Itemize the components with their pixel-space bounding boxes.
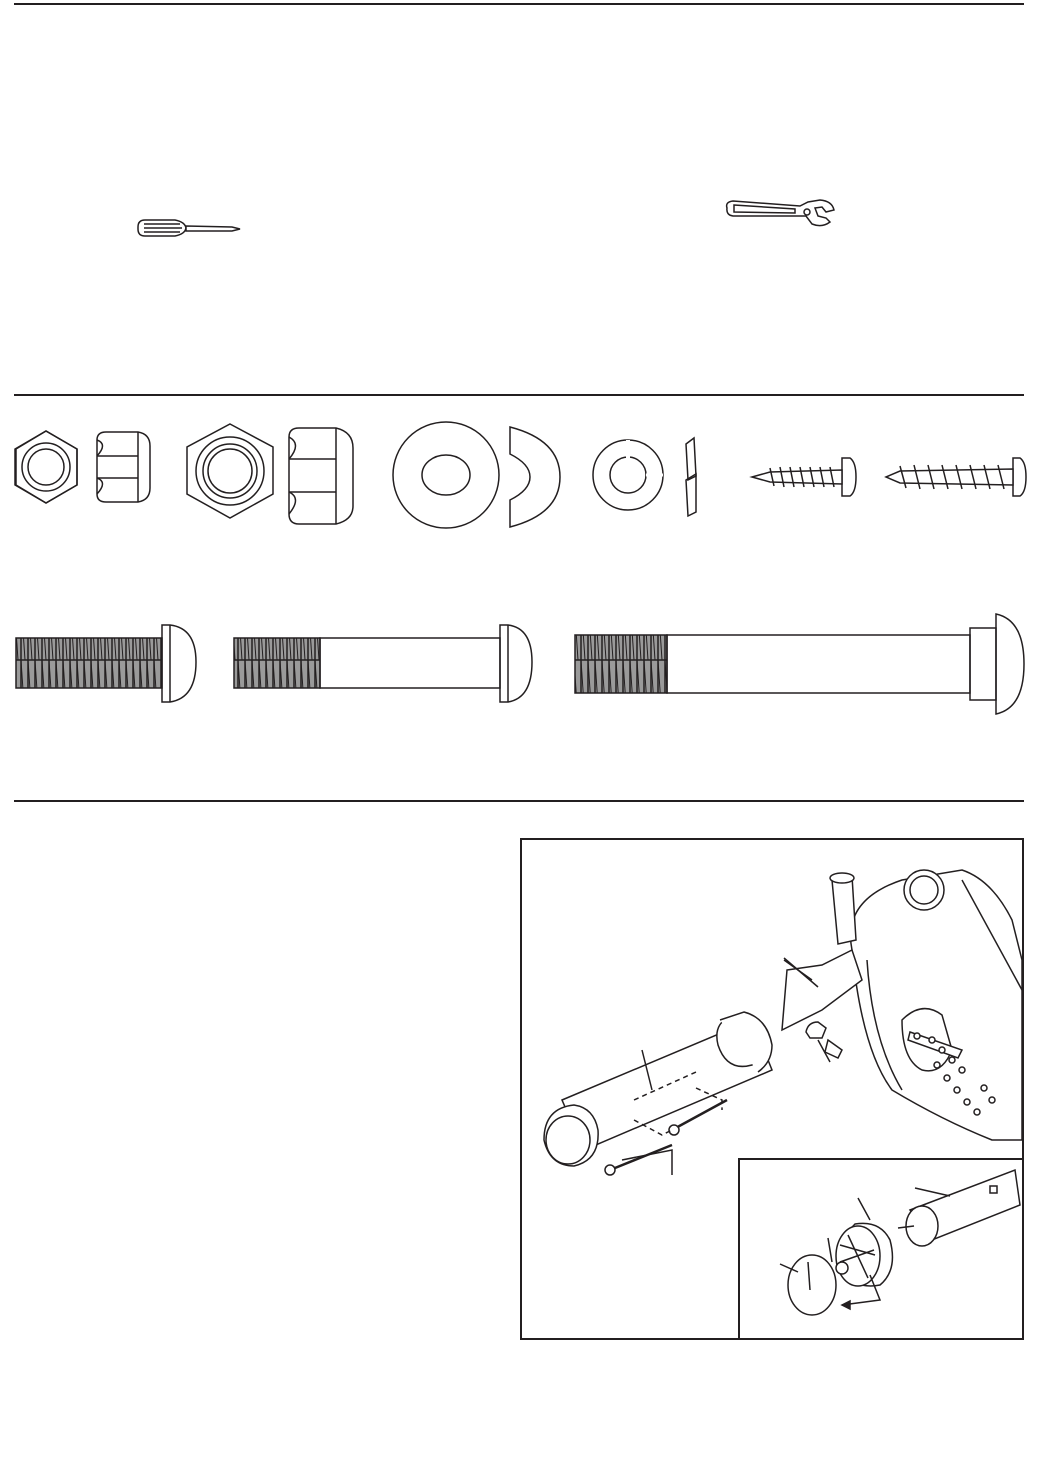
end-cap-inset-frame <box>738 1158 1022 1338</box>
long-button-bolt-icon <box>575 614 1024 714</box>
flat-washer-icon <box>393 422 560 528</box>
section-rule-assembly <box>14 800 1024 802</box>
end-cap-inset-diagram <box>740 1160 1022 1338</box>
long-screw-icon <box>886 458 1026 496</box>
small-nylon-locknut-icon <box>15 431 150 503</box>
adjustable-wrench-icon <box>727 200 834 226</box>
assembly-diagram-frame <box>520 838 1024 1340</box>
short-button-bolt-icon <box>16 625 196 702</box>
phillips-screwdriver-icon <box>138 220 240 236</box>
medium-button-bolt-icon <box>234 625 532 702</box>
split-lock-washer-icon <box>593 438 696 516</box>
short-screw-icon <box>752 458 856 496</box>
large-nylon-locknut-icon <box>187 424 353 524</box>
